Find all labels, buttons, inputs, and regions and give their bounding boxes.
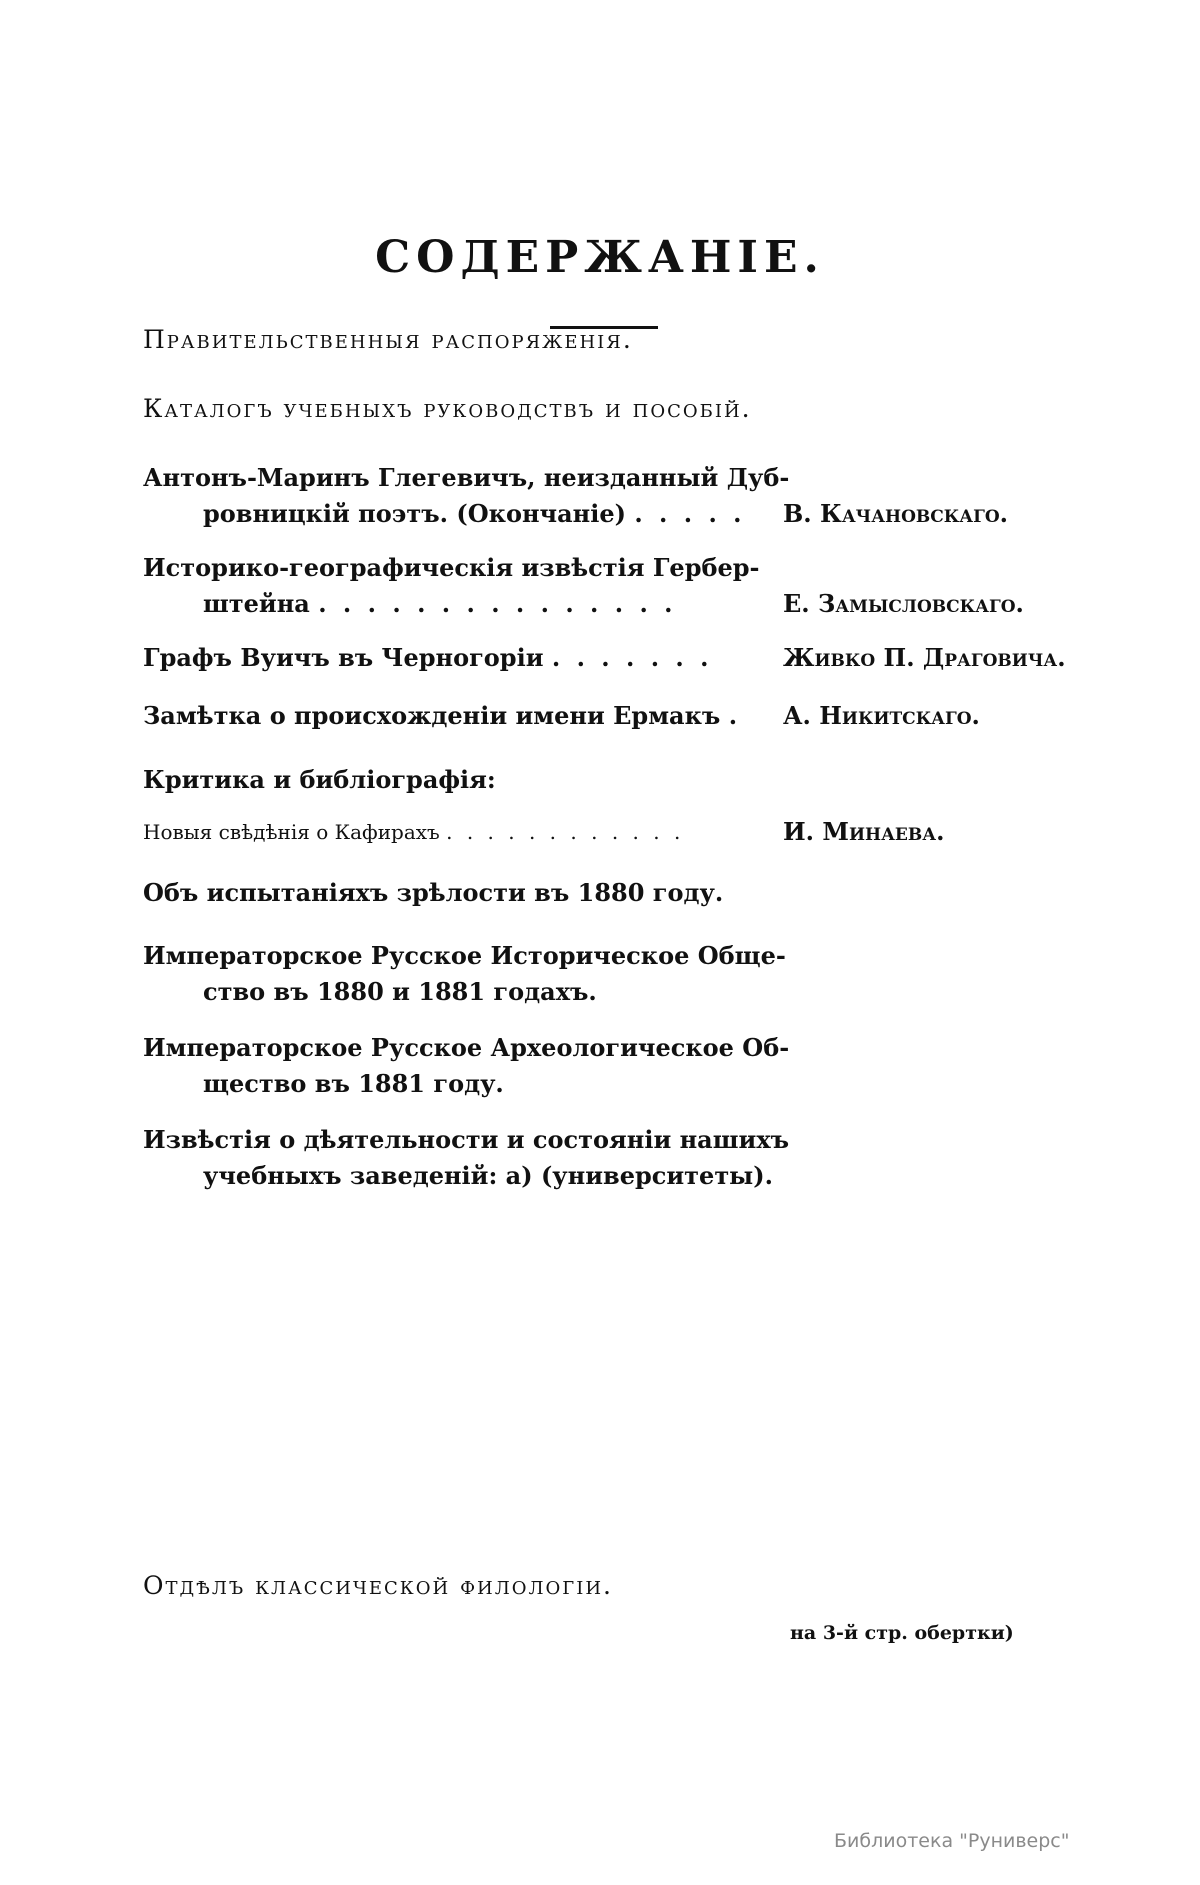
toc-entry-glegevich (143, 460, 1063, 532)
toc-entry-vuich (143, 640, 1066, 676)
entry-line-continued (143, 586, 1063, 622)
toc-entry-classical-philology (143, 1568, 1063, 1604)
entry-line-continued (143, 496, 1063, 532)
leader-dots: . . . . . (634, 499, 746, 528)
entry-author: Е. Замысловскаго. (783, 589, 1024, 618)
entry-line: Извѣстія о дѣятельности и состояніи нашихъ (143, 1125, 790, 1154)
leader-dots: . . . . . . . . . . . . . . . (318, 589, 677, 618)
entry-line: Антонъ-Маринъ Глегевичъ, неизданный Дуб- (143, 463, 790, 492)
entry-line: Критика и библіографія: (143, 765, 496, 794)
library-watermark: Библиотека "Руниверс" (834, 1830, 1070, 1852)
toc-entry-archaeological-society (143, 1030, 1063, 1102)
toc-entry-catalog (143, 391, 1063, 427)
page-title: СОДЕРЖАНІЕ. (375, 232, 825, 283)
entry-line (143, 814, 1063, 850)
toc-entry-criticism (143, 762, 1063, 798)
entry-line-text: Новыя свѣдѣнія о Кафирахъ (143, 820, 440, 844)
toc-entry-ermak (143, 698, 1063, 734)
entry-line-continued: учебныхъ заведеній: а) (университеты). (203, 1161, 773, 1190)
toc-entry-historical-society (143, 938, 1063, 1010)
entry-author: Живко П. Драговича. (783, 643, 1066, 672)
leader-dots: . . . . . . . (551, 643, 713, 672)
entry-line-text: Замѣтка о происхожденіи имени Ермакъ (143, 701, 721, 730)
entry-line-continued: щество въ 1881 году. (203, 1069, 504, 1098)
entry-line-continued: ство въ 1880 и 1881 годахъ. (203, 977, 597, 1006)
entry-author: И. Минаева. (783, 817, 945, 846)
entry-line: Императорское Русское Археологическое Об- (143, 1033, 790, 1062)
entry-line-text: штейна (203, 589, 310, 618)
entry-line (143, 698, 1063, 734)
leader-dots: . (728, 701, 742, 730)
entry-line-text: Графъ Вуичъ въ Черногоріи (143, 643, 544, 672)
entry-author: В. Качановскаго. (783, 499, 1009, 528)
toc-entry-kafirs (143, 814, 1063, 850)
entry-line: Отдѣлъ классической филологіи. (143, 1571, 613, 1600)
toc-entry-educational-institutions (143, 1122, 1063, 1194)
leader-dots: . . . . . . . . . . . . (446, 820, 685, 844)
entry-line: Правительственныя распоряженія. (143, 325, 633, 354)
entry-line: Историко-географическія извѣстія Гербер- (143, 553, 760, 582)
toc-entry-maturity-exams (143, 875, 1063, 911)
toc-entry-herberstein (143, 550, 1063, 622)
entry-line: Каталогъ учебныхъ руководствъ и пособій. (143, 394, 752, 423)
entry-line-text: ровницкій поэтъ. (Окончаніе) (203, 499, 626, 528)
entry-author: А. Никитскаго. (783, 701, 980, 730)
entry-line: Объ испытаніяхъ зрѣлости въ 1880 году. (143, 878, 724, 907)
entry-line: Императорское Русское Историческое Обще- (143, 941, 786, 970)
toc-entry-government-orders (143, 322, 1063, 358)
page-note: на 3-й стр. обертки) (790, 1622, 1014, 1644)
entry-line (143, 640, 1066, 676)
